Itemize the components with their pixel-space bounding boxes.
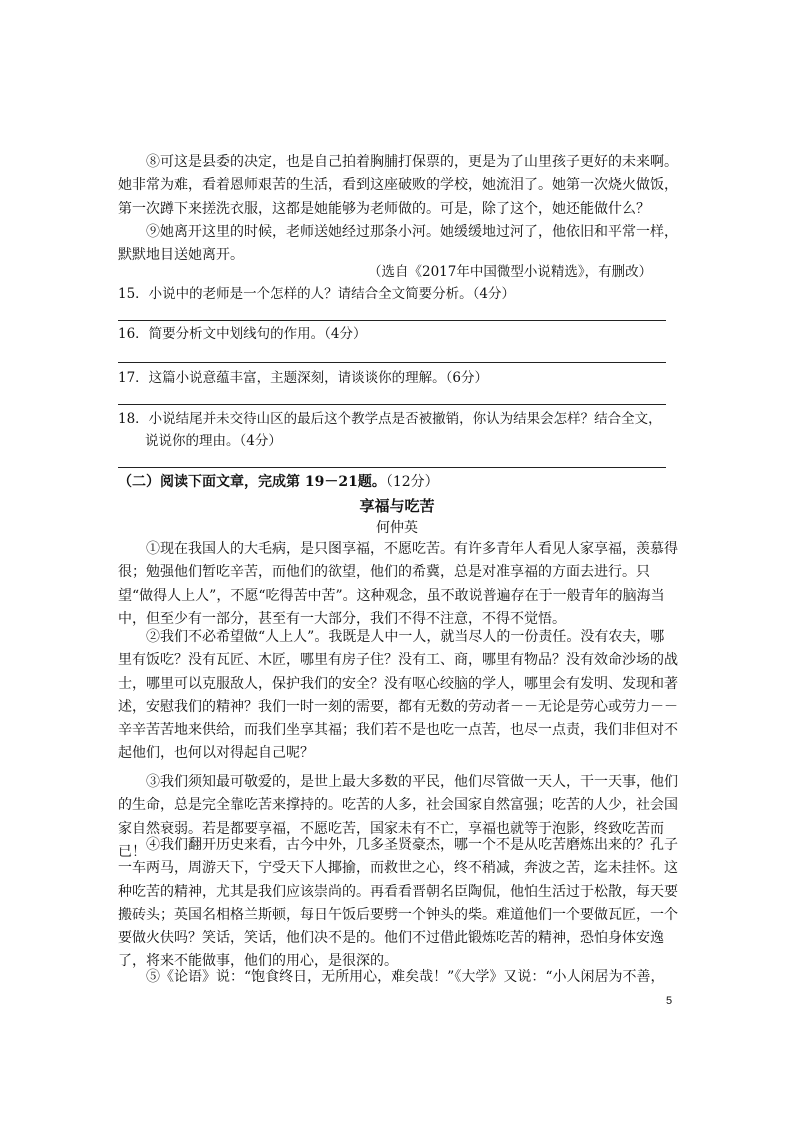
question-15 — [118, 283, 678, 305]
article-paragraph-3: ③我们须知最可敬爱的，是世上最大多数的平民，他们尽管做一天人，干一天事，他们的生命，总是完全靠吃苦来撑持的。吃苦的人多，社会国家自然富强；吃苦的人少，社会国家自然衰弱。若是都要享福，不愿吃苦，国家未有不亡，享福也就等于泡影，终致吃苦而已！ — [118, 774, 678, 860]
question-16 — [118, 323, 678, 345]
section-2-instruction: （二）阅读下面文章，完成第 19－21题。 — [118, 474, 386, 490]
question-15-text: 15．小说中的老师是一个怎样的人？请结合全文简要分析。（4分） — [118, 286, 516, 302]
article-author: 何仲英 — [376, 520, 418, 536]
answer-line-16[interactable] — [118, 362, 666, 363]
question-17 — [118, 367, 678, 389]
answer-line-17[interactable] — [118, 404, 666, 405]
article-title: 享福与吃苦 — [359, 497, 435, 515]
question-18-text: 18．小说结尾并未交待山区的最后这个教学点是否被撤销，你认为结果会怎样？结合全文， — [118, 411, 662, 427]
page-number: 5 — [666, 995, 673, 1007]
story-source: （选自《2017年中国微型小说精选》，有删改） — [368, 264, 653, 280]
section-2-heading — [118, 472, 439, 492]
article-paragraph-1: ①现在我国人的大毛病，是只图享福，不愿吃苦。有许多青年人看见人家享福，羡慕得很；勉强他们暂吃辛苦，而他们的欲望，他们的希冀，总是对准享福的方面去进行。只望“做得人上人”，不愿“吃得苦中苦”。这种观念，虽不敢说普遍存在于一般青年的脑海当中，但至少有一部分，甚至有一大部分，我们不得不注意，不得不觉悟。 — [118, 541, 678, 627]
article-paragraph-2: ②我们不必希望做“人上人”。我既是人中一人，就当尽人的一份责任。没有农夫，哪里有饭吃？没有瓦匠、木匠，哪里有房子住？没有工、商，哪里有物品？没有效命沙场的战士，哪里可以克服敌人，保护我们的安全？没有呕心绞脑的学人，哪里会有发明、发现和著述，安慰我们的精神？我们一时一刻的需要，都有无数的劳动者－－无论是劳心或劳力－－辛辛苦苦地来供给，而我们坐享其福；我们若不是也吃一点苦，也尽一点责，我们非但对不起他们，也何以对得起自己呢？ — [118, 629, 678, 762]
answer-line-18[interactable] — [118, 467, 666, 468]
story-paragraph-9: ⑨她离开这里的时候，老师送她经过那条小河。她缓缓地过河了，他依旧和平常一样，默默地目送她离开。 — [118, 224, 678, 264]
article-paragraph-4: ④我们翻开历史来看，古今中外，几多圣贤豪杰，哪一个不是从吃苦磨炼出来的？孔子一车两马，周游天下，宁受天下人揶揄，而救世之心，终不稍减，奔波之苦，迄未挂怀。这种吃苦的精神，尤其是我们应该崇尚的。再看看晋朝名臣陶侃，他怕生活过于松散，每天要搬砖头；英国名相格兰斯顿，每日午饭后要劈一个钟头的柴。难道他们一个要做瓦匠，一个要做火伕吗？笑话，笑话，他们决不是的。他们不过借此锻炼吃苦的精神，恐怕身体安逸了，将来不能做事，他们的用心，是很深的。 — [118, 837, 678, 970]
answer-line-15[interactable] — [118, 320, 666, 321]
question-17-text: 17．这篇小说意蕴丰富，主题深刻，请谈谈你的理解。（6分） — [118, 370, 489, 386]
question-18-text-cont: 说说你的理由。（4分） — [145, 433, 282, 449]
story-paragraph-8: ⑧可这是县委的决定，也是自己拍着胸脯打保票的，更是为了山里孩子更好的未来啊。她非常为难，看着恩师艰苦的生活，看到这座破败的学校，她流泪了。她第一次烧火做饭，第一次蹲下来搓洗衣服，这都是她能够为老师做的。可是，除了这个，她还能做什么？ — [118, 154, 678, 217]
article-paragraph-5: ⑤《论语》说：“饱食终日，无所用心，难矣哉！”《大学》又说：“小人闲居为不善， — [146, 969, 665, 985]
question-18 — [118, 408, 678, 452]
section-2-score: （12分） — [385, 474, 439, 490]
question-16-text: 16．简要分析文中划线句的作用。（4分） — [118, 326, 367, 342]
